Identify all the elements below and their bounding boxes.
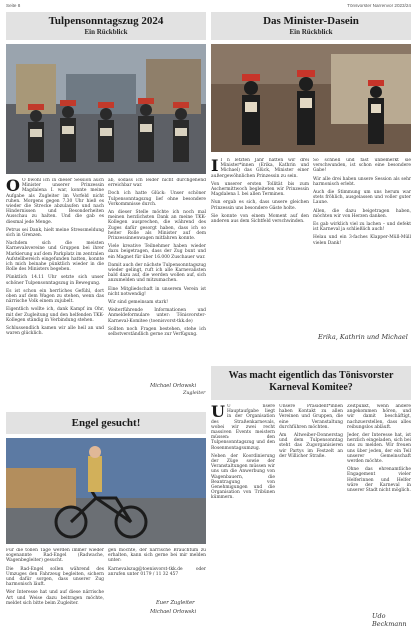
tkk-c2-p2: Am Altweiber-Donnerstag und dem Tulpensonntag steht das Zugorganisieren wir Partys im Festzelt an der Willicher Straße. xyxy=(279,433,343,459)
tulpen-c2-p4: Viele kreative Teilnehmer haben wieder dazu beigetragen, dass der Zug bunt und ein Magnet für über 16.000 Zuschauer war. xyxy=(108,244,206,260)
tulpen-title-box xyxy=(6,12,206,40)
tulpen-c1-p2: Petrus sei Dank, hielt meine Stressmeldung sich in Grenzen. xyxy=(6,227,104,239)
page-number: Seite 8 xyxy=(6,3,21,8)
engel-signature-role: Euer Zugleiter xyxy=(156,600,195,606)
tulpen-c2-p8: Weiterführende Informationen und Anmeldeformulare unter: Tönisvorster-Karneval-Komitee (toenisvorst-tkk.de) xyxy=(108,308,206,324)
tulpen-signature-name: Michael Orlowski xyxy=(150,383,197,389)
tulpen-signature-role: Zugleiter xyxy=(183,391,206,396)
engel-c1-p1: Für die tollen Tage werden immer wieder sogenannte Rad-Engel (Radwache, Wagenbegleiter) gesucht. xyxy=(6,548,104,564)
tkk-c1-p2: Neben der Koordinierung der Züge sowie der Veranstaltungen müssen wir uns um die Anwerbung von Wagenbauern, die Beantragung von Genehmigungen und die Organisation von Tribünen kümmern. xyxy=(211,453,275,501)
tkk-column-1 xyxy=(211,404,275,628)
engel-c2-p1: gen möchte, der närrische Brauchtum zu erhalten, kann sich gerne bei mir melden unter: xyxy=(108,548,206,564)
engel-column-1 xyxy=(6,548,104,628)
tkk-column-2 xyxy=(279,404,343,628)
tulpen-c1-p5: Es ist schon ein herrliches Gefühl, dort oben auf dem Wagen zu stehen, wenn das närrische Volk einem zujubelt. xyxy=(6,288,104,305)
engel-c1-p3: Wer Interesse hat und auf diese närrische Art und Weise dazu beitragen möchte, meldet sich bitte beim Zugleiter. xyxy=(6,590,104,606)
tulpen-c2-p2: Doch ich hatte Glück: Unser schöner Tulpensonntagszug lief ohne besondere Vorkommnisse durch. xyxy=(108,191,206,207)
bicycle-photo-image xyxy=(6,438,206,544)
tkk-title: Was macht eigentlich das Tönisvorster Karneval Komitee? xyxy=(228,370,394,393)
tulpen-c1-p1: O O bwohl ich in dieser Session auch Minister unserer Prinzessin Magdalena I. war, konnte meine Aufgabe als Zugleiter im Vorfeld nicht ruhen. Morgens gegen 7.30 Uhr hieß es wieder die Strecke abzulaufen und nach Hindernissen und Besonderheiten Ausschau zu halten. Und die gab es diesmal jede Menge. xyxy=(6,178,104,225)
minister-c2-p6: Helau und ein 3-faches Klapper-Müll-Müll vielen Dank! xyxy=(313,235,411,246)
tulpen-c2-p7: Wir sind gemeinsam stark! xyxy=(108,300,169,306)
tulpen-title: Tulpensonntagszug 2024 xyxy=(48,15,164,27)
minister-c2-p4: Allen, die dazu beigetragen haben, möchten wir von Herzen danken. xyxy=(313,208,411,219)
minister-subtitle: Ein Rückblick xyxy=(289,28,333,36)
minister-c2-p3: Auch die Stimmung um uns herum war stets fröhlich, ausgelassen und voller guter Laune. xyxy=(313,190,411,206)
tulpen-c2-p5: Damit auch der nächste Tulpensonntagszug wieder gelingt, ruft ich alle Karnevalisten bald dazu auf, die werden wollen auf, sich anzumelden und mitzumachen. xyxy=(108,262,206,284)
tulpen-c2-p1: ab, sodass ich leider nicht durchgehend erreichbar war. xyxy=(108,178,206,189)
tkk-column-3 xyxy=(347,404,411,604)
minister-c2-p1: So schnell und fast unbemerkt sie verschwunden, ist schon eine besondere Gabe! xyxy=(313,158,411,174)
minister-c1-p4: Sie konnte von einem Moment auf den anderen aus dem Sichtfeld verschwinden. xyxy=(211,213,309,225)
engel-title-box xyxy=(6,412,206,434)
tkk-title-box xyxy=(211,366,411,400)
minister-c1-p2: Von unserer ersten Tollität bis zum Aschermittwoch begleiteten wir Prinzessin Magdalena I. bei allen Terminen. xyxy=(211,181,309,198)
tkk-signature: Udo Beckmann xyxy=(372,612,407,628)
parade-photo-image xyxy=(6,44,206,174)
minister-photo-image xyxy=(211,44,411,152)
minister-c2-p5: Es gab wirklich viel zu lachen – und defekt ist Karneval ja schließlich auch! xyxy=(313,222,411,233)
publication-name: Tönsvorster Narrenvor 2023/24 xyxy=(347,3,411,8)
tkk-c3-p2: Jeder, der Interesse hat, ist herzlich eingeladen, sich bei uns zu melden. Wir freuen uns über jeden, der ein Teil unserer Gemeinschaft werden möchte. xyxy=(347,433,411,465)
tulpen-c1-p7: Schlussendlich kamen wir alle heil an und waren glücklich. xyxy=(6,326,104,337)
engel-title: Engel gesucht! xyxy=(71,417,141,429)
minister-title: Das Minister-Dasein xyxy=(263,15,359,27)
minister-title-box xyxy=(211,12,411,40)
engel-signature-name: Michael Orlowski xyxy=(150,609,197,615)
tulpen-c1-p6: Eigentlich wollte ich, dank Kampf im Ohr, mit der Zugleitung und den helfenden TKK-Kollegen ständig in Verbindung stehen. xyxy=(6,307,104,323)
tulpen-column-2 xyxy=(108,178,206,378)
tulpen-c2-p6: Eine Mitgliedschaft in unserem Verein ist nicht notwendig! xyxy=(108,286,206,297)
parade-photo xyxy=(6,44,206,174)
tulpen-c1-p3: Nachdem sich die meisten Karnevalsvereine und Gruppen bei ihrer Markierung auf dem Parkplatz im zentralen Aufstellbereich eingefunden hatten, konnte ich mich beinahe pünktlich wieder in die Rolle des Ministers begeben. xyxy=(6,241,104,273)
tkk-c3-p1: Zeitpunkt, wenn andere angekommen hören, und wir damit beschäftigt, nachzuerstellen, dass alles reibungslos abläuft. xyxy=(347,404,411,430)
minister-c1-p3: Nun ergab es sich, dass unsere gleichen Prinzessin uns besondere Gäste holte. xyxy=(211,200,309,211)
tulpen-c2-p3: An dieser Stelle möchte ich noch mal meinen herzlichsten Dank an meine TKK-Kollegen ausprechen, die während des Zuges dafür gesorgt haben, dass ich so heiter Rolle als Minister auf dem Prinzessinnenwagen mitfahren konnte. xyxy=(108,210,206,242)
minister-c1-p1: I I n letzten Jahr hatten wir drei Minister*innen (Erika, Kathrin und Michael) das Glück, Minister einer außergewöhnlichen Prinzessin zu sein. xyxy=(211,158,309,179)
tkk-c3-p3: Ohne das ehrenamtliche Engagement vieler Helferinnen und Helfer wäre der Karneval in unserer Stadt nicht möglich. xyxy=(347,467,411,494)
engel-c1-p2: Die Rad-Engel sollen während des Umzuges den Fahrzeug begleiten, sichern und dafür sorgen, dass unserer Zug harmonisch läuft. xyxy=(6,566,104,588)
tulpen-c1-p4: Pünktlich 14.11 Uhr setzte sich unser schöner Tulpensonntagszug in Bewegung. xyxy=(6,275,104,286)
minister-c2-p2: Wir alle drei haben unsere Session als sehr harmonisch erlebt. xyxy=(313,176,411,187)
minister-signature: Erika, Kathrin und Michael xyxy=(318,333,408,341)
engel-column-2 xyxy=(108,548,206,593)
bicycle-photo xyxy=(6,438,206,544)
engel-c2-p2: Karnevalszug@toenisvorst-tkk.de oder anrufen unter 0179 / 11 32 457 xyxy=(108,566,206,577)
tulpen-c2-p9: Sollten noch Fragen bestehen, stehe ich selbstverständlich gerne zur Verfügung. xyxy=(108,326,206,338)
tulpen-column-1 xyxy=(6,178,104,408)
tkk-c1-p1: U U nsere Hauptaufgabe liegt in der Organisation des Straßenkarnevals, wobei wir zwei recht massiven Events meistern müssen: den Tulpensonntagszug und den Rosenmontagsumzug. xyxy=(211,404,275,451)
minister-column-1 xyxy=(211,158,309,358)
tkk-c2-p1: Unsere Präsident*innen haben Kontakt zu allen Vereinen und Gruppen, die eine Veranstaltung durchführen möchten. xyxy=(279,404,343,430)
tulpen-subtitle: Ein Rückblick xyxy=(84,28,128,36)
minister-column-2 xyxy=(313,158,411,328)
minister-photo xyxy=(211,44,411,152)
